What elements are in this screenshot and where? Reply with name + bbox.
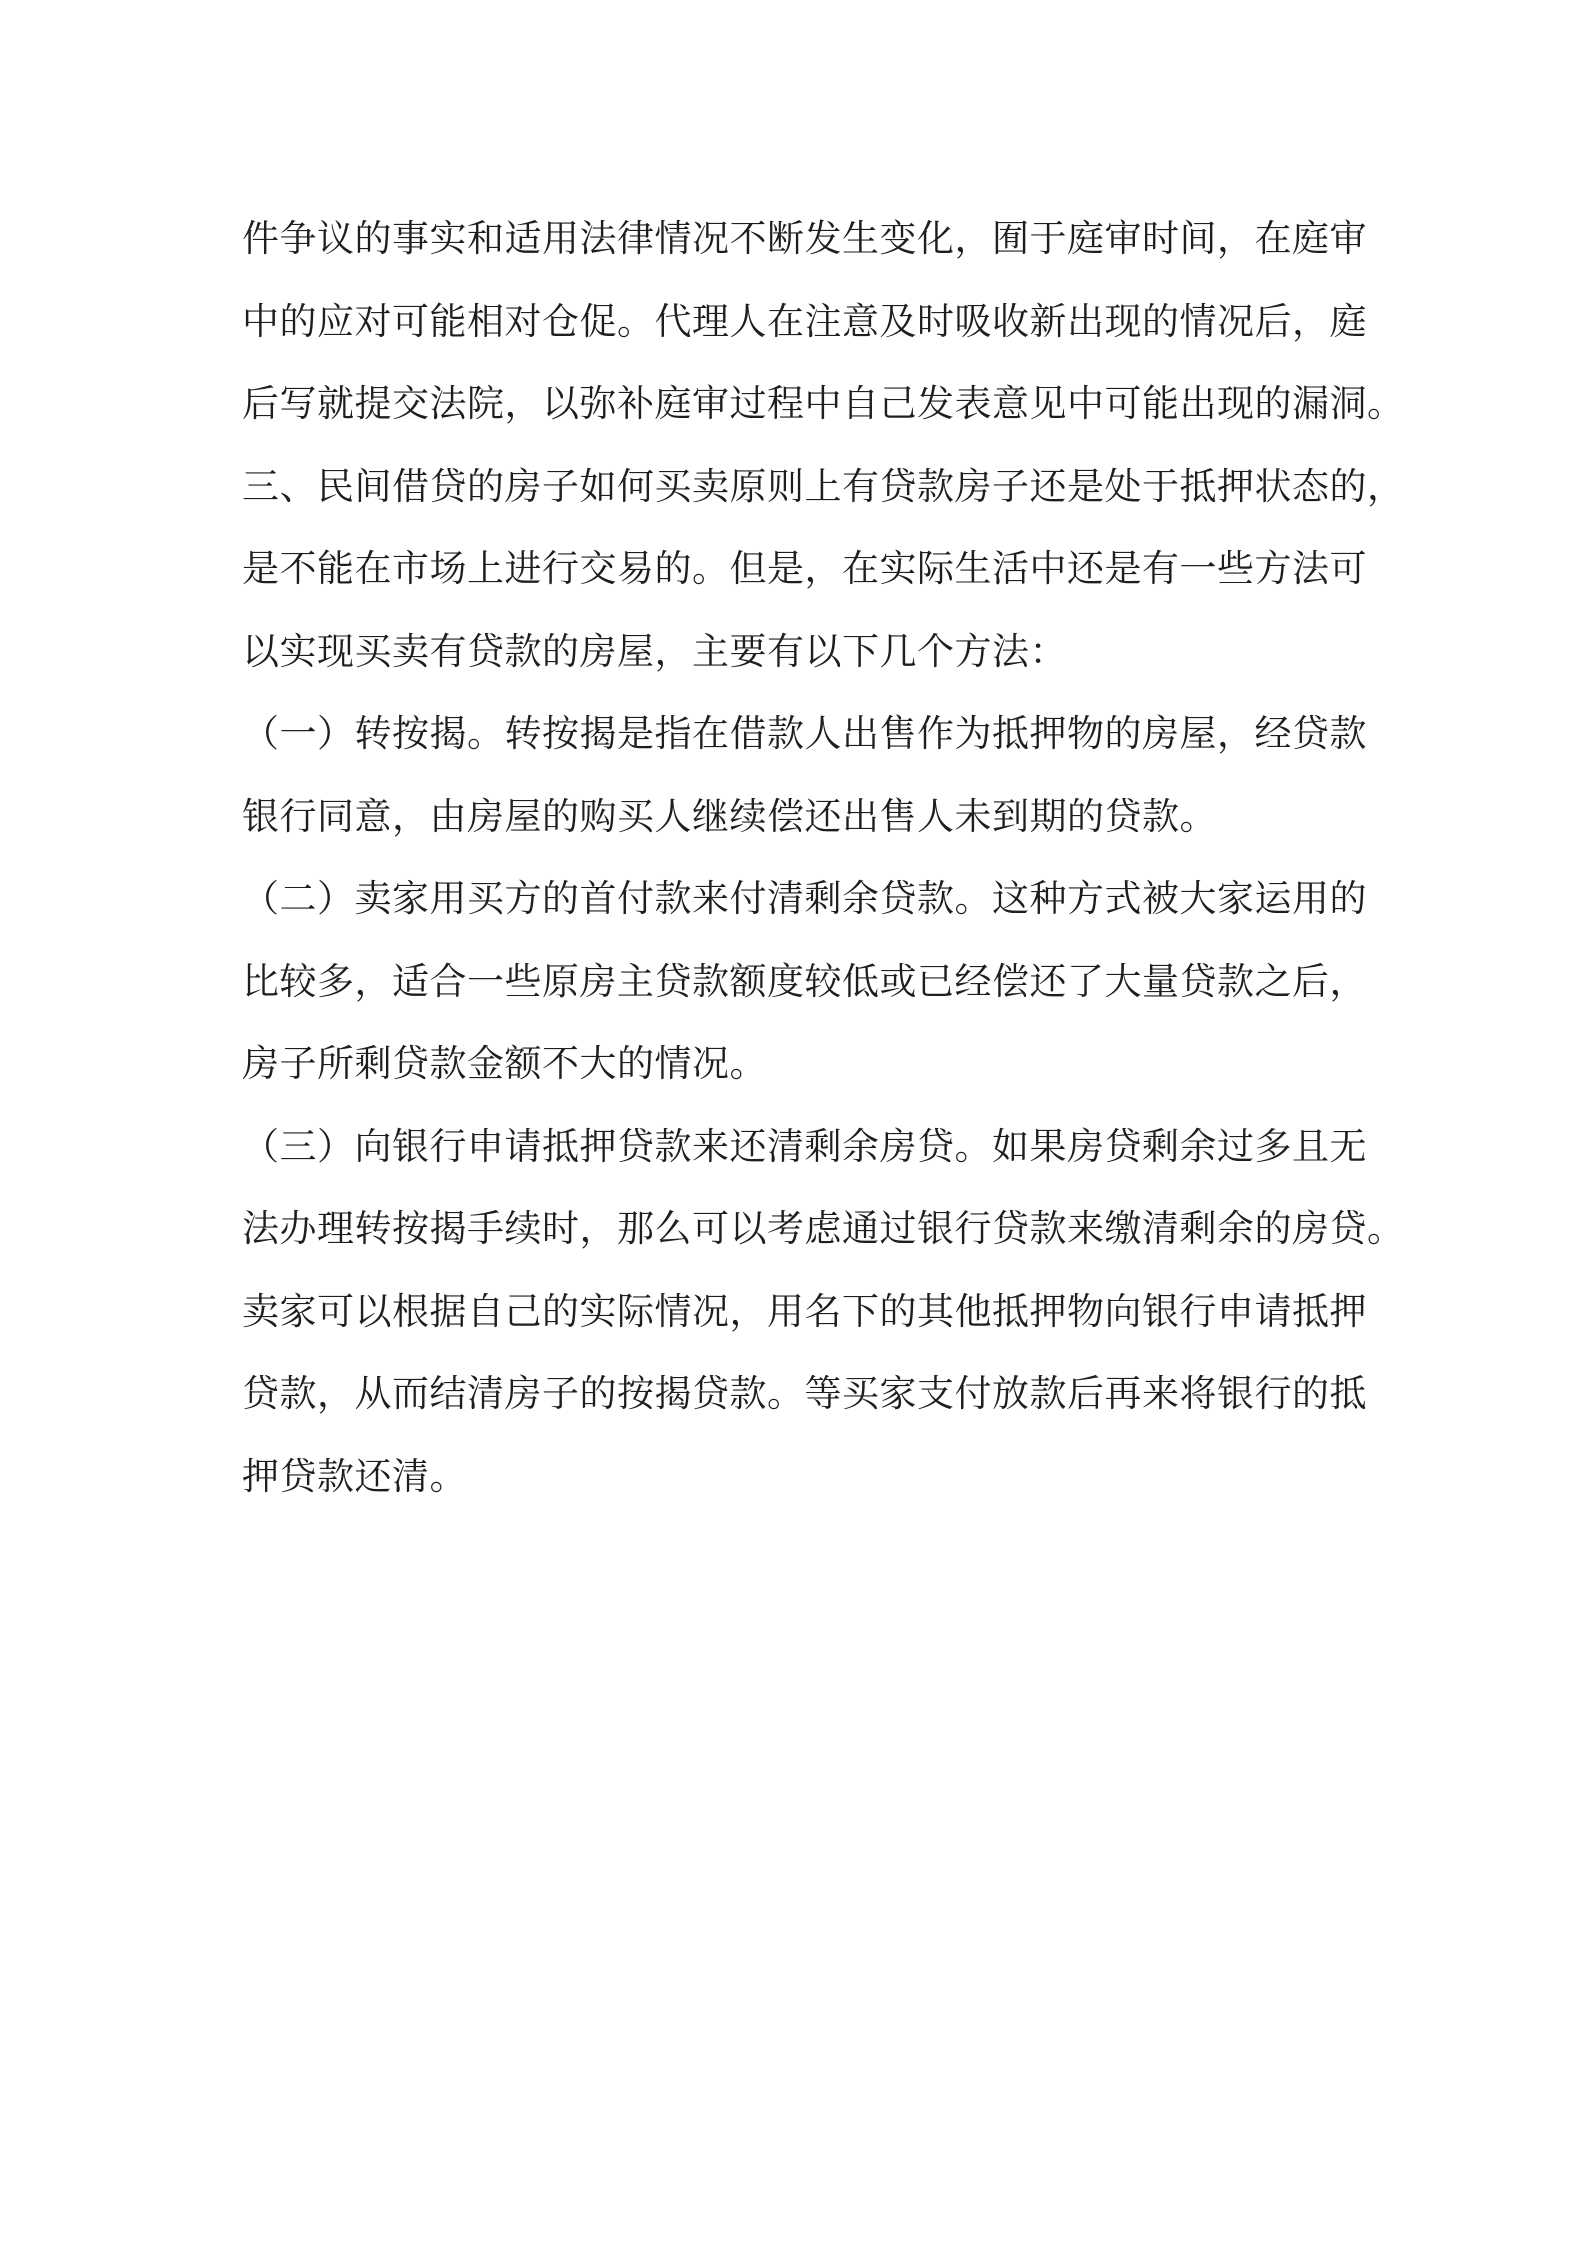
text-line: 件争议的事实和适用法律情况不断发生变化，囿于庭审时间，在庭审 [242,217,1367,260]
list-item-2-line: （二）卖家用买方的首付款来付清剩余贷款。这种方式被大家运用的 [242,877,1367,920]
text-line: 以实现买卖有贷款的房屋，主要有以下几个方法： [242,629,1067,673]
text-line: 比较多，适合一些原房主贷款额度较低或已经偿还了大量贷款之后， [242,959,1367,1003]
text-line: 后写就提交法院，以弥补庭审过程中自己发表意见中可能出现的漏洞。 [242,382,1405,425]
text-line: 贷款，从而结清房子的按揭贷款。等买家支付放款后再来将银行的抵 [242,1372,1367,1415]
text-line: 押贷款还清。 [242,1454,467,1498]
text-line: 卖家可以根据自己的实际情况，用名下的其他抵押物向银行申请抵押 [242,1289,1367,1333]
text-line: 房子所剩贷款金额不大的情况。 [242,1042,767,1085]
list-item-1-line: （一）转按揭。转按揭是指在借款人出售作为抵押物的房屋，经贷款 [242,712,1367,755]
text-line: 是不能在市场上进行交易的。但是，在实际生活中还是有一些方法可 [242,547,1367,590]
body-text [242,198,1405,1518]
section-heading-line: 三、民间借贷的房子如何买卖原则上有贷款房子还是处于抵押状态的， [242,464,1405,508]
text-line: 法办理转按揭手续时，那么可以考虑通过银行贷款来缴清剩余的房贷。 [242,1207,1405,1250]
text-line: 银行同意，由房屋的购买人继续偿还出售人未到期的贷款。 [242,794,1217,838]
list-item-3-line: （三）向银行申请抵押贷款来还清剩余房贷。如果房贷剩余过多且无 [242,1124,1367,1168]
text-line: 中的应对可能相对仓促。代理人在注意及时吸收新出现的情况后，庭 [242,299,1367,343]
